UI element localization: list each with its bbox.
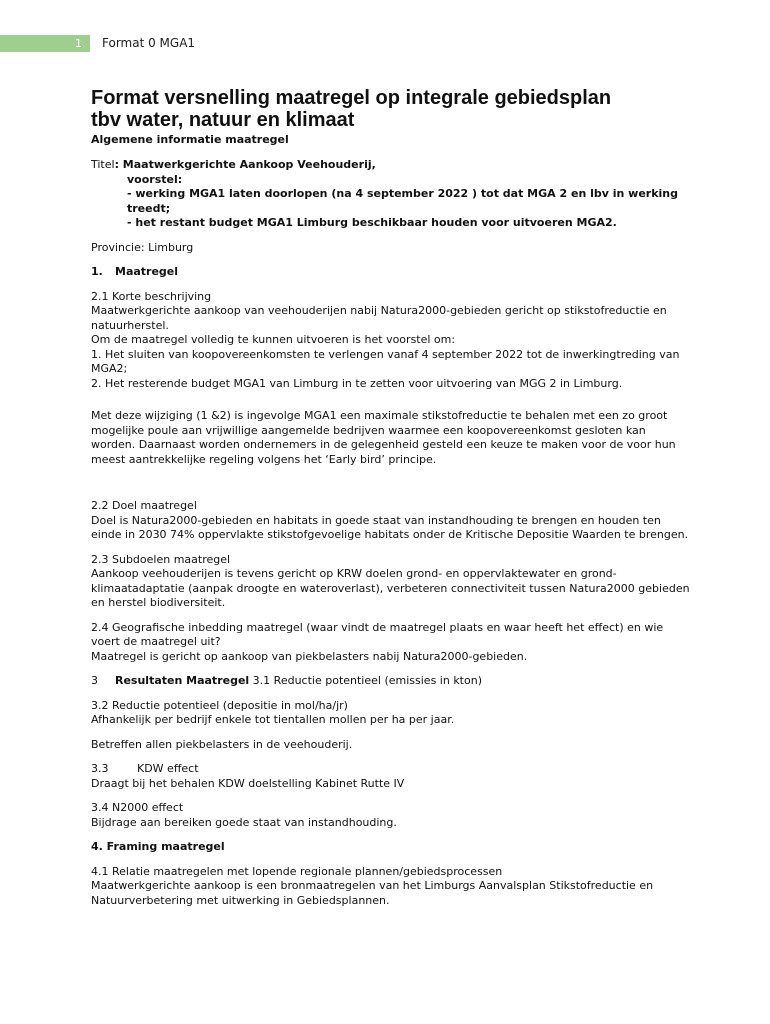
section-4-heading: 4. Framing maatregel (91, 840, 225, 853)
section-2-3-heading: 2.3 Subdoelen maatregel (91, 552, 231, 566)
section-3-1-heading: 3.1 Reductie potentieel (emissies in kton) (249, 674, 482, 687)
section-2-1-para-2: Om de maatregel volledig te kunnen uitvoeren is het voorstel om: (91, 333, 456, 346)
section-2-2-body: Doel is Natura2000-gebieden en habitats in goede staat van instandhouding te brengen en houden ten einde in 2030 74% oppervlakte stikstofgevoelige habitats onder de Kritische Depositie Waarden te brengen. (91, 513, 689, 541)
titel-value: : Maatwerkgerichte Aankoop Veehouderij, (114, 158, 376, 171)
section-3-2-body-2: Betreffen allen piekbelasters in de veehouderij. (91, 737, 353, 751)
title-line-2: tbv water, natuur en klimaat (91, 109, 355, 131)
section-3-title: Resultaten Maatregel (115, 674, 250, 687)
page-header (0, 35, 770, 52)
title-line-1: Format versnelling maatregel op integrale gebiedsplan (91, 87, 612, 109)
section-4-1-body: Maatwerkgerichte aankoop is een bronmaatregelen van het Limburgs Aanvalsplan Stikstofreductie en Natuurverbetering met uitwerking in Gebiedsplannen. (91, 879, 654, 907)
section-1-number: 1. (91, 265, 103, 278)
subtitle: Algemene informatie maatregel (91, 133, 289, 146)
section-3-heading (91, 674, 691, 689)
section-2-4-heading: 2.4 Geografische inbedding maatregel (waar vindt de maatregel plaats en waar heeft het effect) en wie voert de maatregel uit? (91, 620, 664, 648)
titel-label: Titel (91, 158, 115, 171)
section-2-1-para-5: Met deze wijziging (1 &2) is ingevolge MGA1 een maximale stikstofreductie te behalen met een zo groot mogelijke poule aan vrijwillige aangemelde bedrijven waarmee een koopovereenkomst gesloten kan worden. Daarnaast worden ondernemers in de gelegenheid gesteld een keuze te maken voor de voor hun meest aantrekkelijke regeling volgens het ‘Early bird’ principe. (91, 409, 676, 466)
section-3-3-title: KDW effect (137, 762, 199, 775)
section-2-1-para-4: 2. Het resterende budget MGA1 van Limburg in te zetten voor uitvoering van MGG 2 in Limburg. (91, 376, 623, 390)
titel-line (91, 158, 691, 173)
provincie: Provincie: Limburg (91, 240, 194, 254)
document-body (91, 87, 691, 908)
section-3-3-heading (91, 762, 691, 777)
page-number: 1 (0, 35, 90, 52)
section-2-1-heading: 2.1 Korte beschrijving (91, 289, 212, 303)
section-2-1-para-3: 1. Het sluiten van koopovereenkomsten te verlengen vanaf 4 september 2022 tot de inwerkingtreding van MGA2; (91, 347, 680, 375)
section-2-3-body: Aankoop veehouderijen is tevens gericht op KRW doelen grond- en oppervlaktewater en grond-klimaatadaptatie (aanpak droogte en wateroverlast), verbeteren connectiviteit tussen Natura2000 gebieden en herstel biodiversiteit. (91, 567, 690, 609)
section-1-heading (91, 265, 691, 280)
document-title (91, 87, 691, 131)
section-3-3-body: Draagt bij het behalen KDW doelstelling Kabinet Rutte IV (91, 776, 405, 790)
section-3-2-heading: 3.2 Reductie potentieel (depositie in mol/ha/jr) (91, 698, 348, 712)
section-3-number: 3 (91, 674, 98, 687)
header-title: Format 0 MGA1 (102, 36, 196, 50)
section-2-2-heading: 2.2 Doel maatregel (91, 499, 197, 512)
section-3-3-number: 3.3 (91, 762, 109, 775)
voorstel-label: voorstel: (127, 172, 183, 186)
voorstel-item-2: - het restant budget MGA1 Limburg beschikbaar houden voor uitvoeren MGA2. (127, 216, 617, 229)
section-3-4-body: Bijdrage aan bereiken goede staat van instandhouding. (91, 815, 397, 829)
voorstel-item-1: - werking MGA1 laten doorlopen (na 4 september 2022 ) tot dat MGA 2 en lbv in werking treedt; (127, 187, 679, 215)
section-3-4-heading: 3.4 N2000 effect (91, 801, 184, 814)
section-2-1-para-1: Maatwerkgerichte aankoop van veehouderijen nabij Natura2000-gebieden gericht op stikstofreductie en natuurherstel. (91, 304, 667, 332)
section-3-2-body: Afhankelijk per bedrijf enkele tot tientallen mollen per ha per jaar. (91, 713, 455, 726)
section-4-1-heading: 4.1 Relatie maatregelen met lopende regionale plannen/gebiedsprocessen (91, 864, 503, 878)
section-1-title: Maatregel (115, 265, 179, 278)
section-2-4-body: Maatregel is gericht op aankoop van piekbelasters nabij Natura2000-gebieden. (91, 649, 528, 663)
